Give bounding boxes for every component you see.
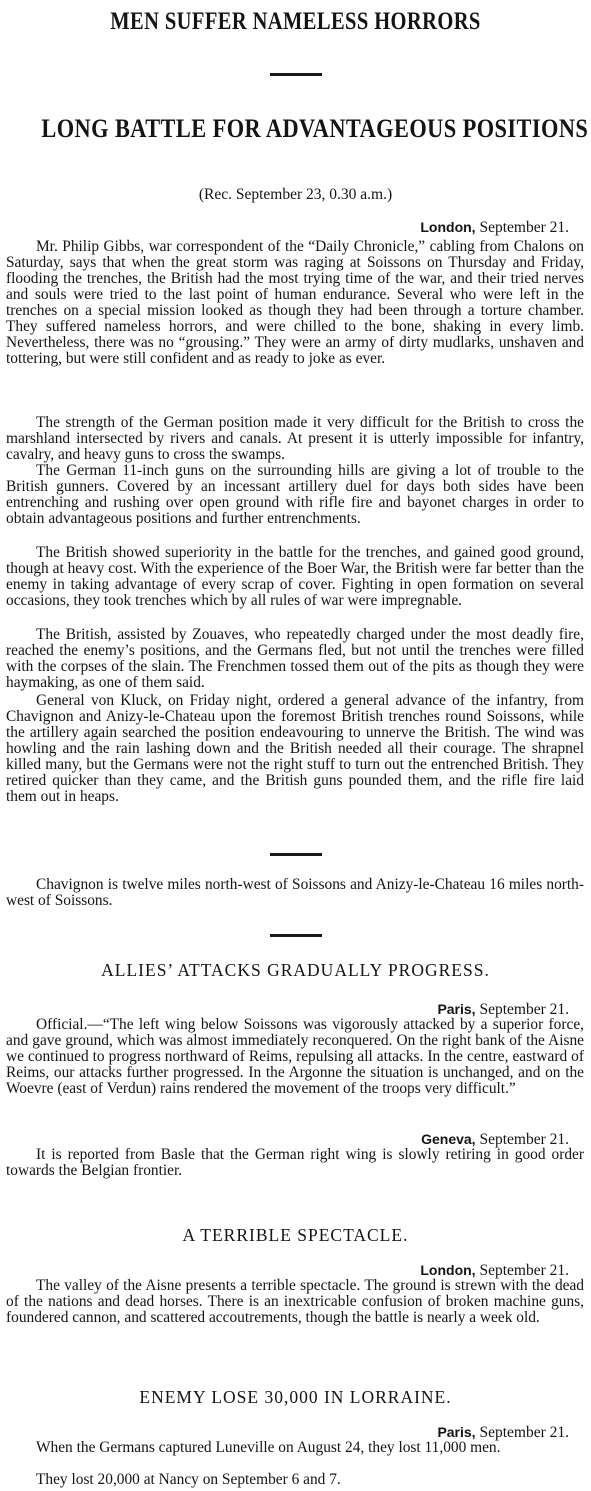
article-paragraph: The strength of the German position made it very difficult for the British to cross the marshland intersected by rivers and canals. At present it is utterly impossible for infantry, cavalry, and heavy guns to cross the swamps. xyxy=(6,414,584,464)
dateline-date: September 21. xyxy=(475,1424,569,1441)
dateline-place: Paris, xyxy=(437,1001,476,1017)
subheadline: LONG BATTLE FOR ADVANTAGEOUS POSITIONS xyxy=(41,114,589,143)
section-heading: A TERRIBLE SPECTACLE. xyxy=(182,1225,409,1245)
article-paragraph: Mr. Philip Gibbs, war correspondent of the “Daily Chronicle,” cabling from Chalons on Saturday, says that when the great storm was raging at Soissons on Thursday and Friday, flooding the trenches, the British had the most trying time of the war, and their tried nerves and souls were tried to the last point of human endurance. Several who were left in the trenches on a special mission looked as though they had been through a torture chamber. They suffered nameless horrors, and were chilled to the bone, shaking in every limb. Nevertheless, there was no “grousing.” They were an army of dirty mudlarks, unshaven and tottering, but were still confident and as ready to joke as ever. xyxy=(6,238,584,368)
dateline-place: Paris, xyxy=(437,1424,476,1440)
dateline-place: London, xyxy=(420,219,476,235)
article-paragraph: They lost 20,000 at Nancy on September 6 and 7. xyxy=(36,1471,341,1488)
dateline-place: London, xyxy=(420,1262,476,1278)
received-line: (Rec. September 23, 0.30 a.m.) xyxy=(198,186,393,203)
article-paragraph: Official.—“The left wing below Soissons was vigorously attacked by a superior force, and gave ground, which was almost immediately reconquered. On the right bank of the Aisne we continued to progress northward of Reims, repulsing all attacks. In the centre, eastward of Reims, our attacks further progressed. In the Argonne the situation is unchanged, and on the Woevre (east of Verdun) rains rendered the movement of the troops very difficult.” xyxy=(6,1016,584,1098)
divider-rule xyxy=(270,934,322,937)
dateline-date: September 21. xyxy=(475,219,569,236)
divider-rule xyxy=(270,853,322,856)
article-paragraph: When the Germans captured Luneville on August 24, they lost 11,000 men. xyxy=(36,1439,501,1456)
dateline xyxy=(420,219,569,237)
divider-rule xyxy=(270,73,322,76)
article-paragraph: The valley of the Aisne presents a terrible spectacle. The ground is strewn with the dead of the nations and dead horses. There is an inextricable confusion of broken machine guns, foundered cannon, and scattered accoutrements, though the battle is nearly a week old. xyxy=(6,1277,584,1327)
dateline-date: September 21. xyxy=(475,1131,569,1148)
article-paragraph: General von Kluck, on Friday night, ordered a general advance of the infantry, from Chavignon and Anizy-le-Chateau upon the foremost British trenches round Soissons, while the artillery again searched the position endeavouring to unnerve the British. The wind was howling and the rain lashing down and the British needed all their courage. The shrapnel killed many, but the Germans were not the right stuff to turn out the entrenched British. They retired quicker than they came, and the British guns pounded them, and the rifle fire laid them out in heaps. xyxy=(6,692,584,806)
dateline-place: Geneva, xyxy=(421,1131,476,1147)
note-paragraph: Chavignon is twelve miles north-west of Soissons and Anizy-le-Chateau 16 miles north-west of Soissons. xyxy=(6,876,584,910)
dateline-date: September 21. xyxy=(475,1001,569,1018)
article-paragraph: The British showed superiority in the battle for the trenches, and gained good ground, though at heavy cost. With the experience of the Boer War, the British were far better than the enemy in taking advantage of every scrap of cover. Fighting in open formation on several occasions, they took trenches which by all rules of war were impregnable. xyxy=(6,544,584,610)
section-heading: ALLIES’ ATTACKS GRADUALLY PROGRESS. xyxy=(101,960,490,980)
article-paragraph: It is reported from Basle that the German right wing is slowly retiring in good order towards the Belgian frontier. xyxy=(6,1146,584,1180)
headline: MEN SUFFER NAMELESS HORRORS xyxy=(110,8,481,35)
section-heading: ENEMY LOSE 30,000 IN LORRAINE. xyxy=(139,1387,452,1407)
article-paragraph: The British, assisted by Zouaves, who repeatedly charged under the most deadly fire, reached the enemy’s positions, and the Germans fled, but not until the trenches were filled with the corpses of the slain. The Frenchmen tossed them out of the pits as though they were haymaking, as one of them said. xyxy=(6,626,584,692)
dateline-date: September 21. xyxy=(475,1262,569,1279)
article-paragraph: The German 11-inch guns on the surrounding hills are giving a lot of trouble to the British gunners. Covered by an incessant artillery duel for days both sides have been entrenching and rushing over open ground with rifle fire and bayonet charges in order to obtain advantageous positions and further entrenchments. xyxy=(6,462,584,528)
